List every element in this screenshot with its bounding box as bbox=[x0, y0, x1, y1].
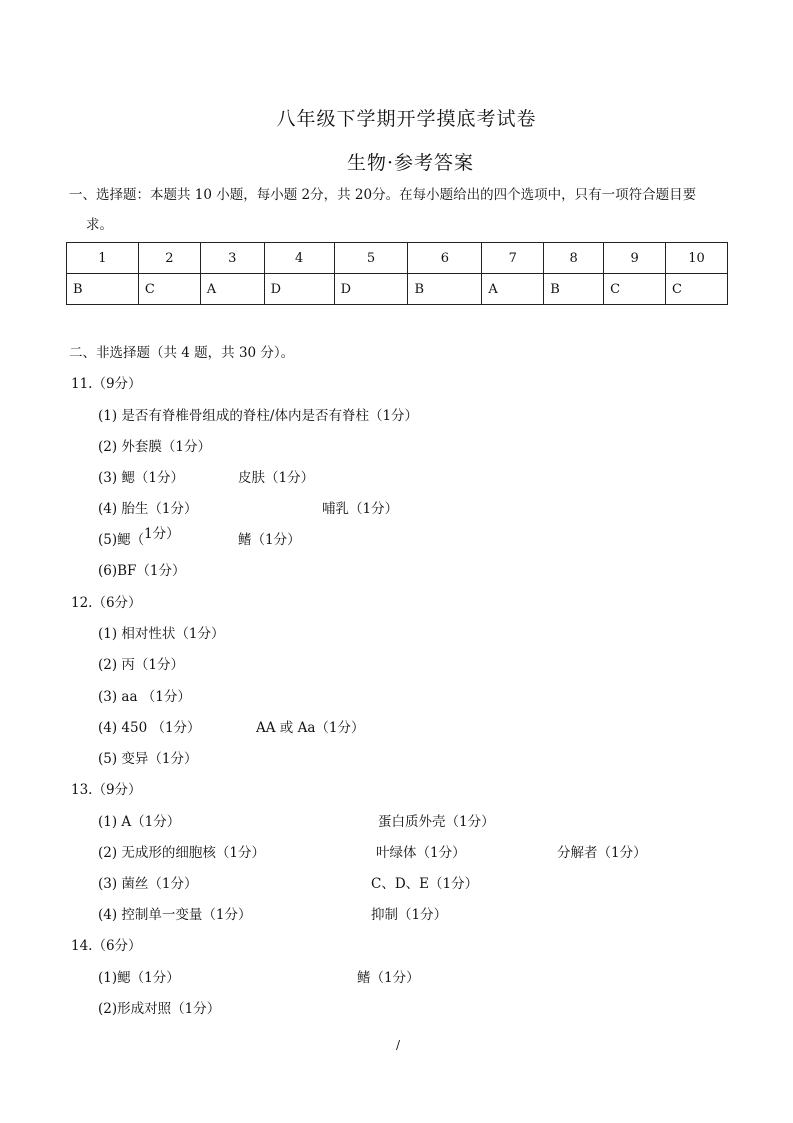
table-cell: B bbox=[544, 274, 604, 305]
q12-answer-4b: AA 或 Aa（1分） bbox=[256, 720, 365, 736]
q12-answer-2: (2) 丙（1分） bbox=[98, 657, 185, 673]
table-header-cell: 7 bbox=[482, 243, 544, 274]
q14-answer-1b: 鳍（1分） bbox=[357, 970, 420, 986]
section1-heading-cont: 求。 bbox=[86, 217, 113, 233]
question-13-label: 13.（9分） bbox=[71, 782, 142, 798]
q11-answer-4b: 哺乳（1分） bbox=[322, 501, 399, 517]
table-cell: A bbox=[200, 274, 264, 305]
q13-answer-3a: (3) 菌丝（1分） bbox=[98, 876, 198, 892]
q11-answer-5b: 鳍（1分） bbox=[238, 532, 301, 548]
q11-answer-2: (2) 外套膜（1分） bbox=[98, 439, 212, 455]
table-header-cell: 1 bbox=[67, 243, 139, 274]
q12-answer-1: (1) 相对性状（1分） bbox=[98, 626, 225, 642]
q13-answer-3b: C、D、E（1分） bbox=[371, 876, 479, 892]
page-subtitle: 生物·参考答案 bbox=[346, 152, 475, 174]
table-cell: D bbox=[264, 274, 334, 305]
table-header-cell: 5 bbox=[334, 243, 408, 274]
table-header-cell: 4 bbox=[264, 243, 334, 274]
table-header-cell: 6 bbox=[408, 243, 482, 274]
q11-answer-5-superscript: 1分） bbox=[144, 526, 180, 542]
table-cell: B bbox=[408, 274, 482, 305]
table-cell: B bbox=[67, 274, 139, 305]
table-cell: D bbox=[334, 274, 408, 305]
q13-answer-4b: 抑制（1分） bbox=[371, 907, 448, 923]
table-cell: C bbox=[604, 274, 666, 305]
question-14-label: 14.（6分） bbox=[71, 938, 142, 954]
q11-answer-5a: (5)鳃（ bbox=[98, 532, 145, 548]
q11-answer-1: (1) 是否有脊椎骨组成的脊柱/体内是否有脊柱（1分） bbox=[98, 408, 419, 424]
table-header-cell: 8 bbox=[544, 243, 604, 274]
table-header-cell: 9 bbox=[604, 243, 666, 274]
q13-answer-2a: (2) 无成形的细胞核（1分） bbox=[98, 845, 266, 861]
table-header-cell: 10 bbox=[666, 243, 728, 274]
table-header-cell: 3 bbox=[200, 243, 264, 274]
choice-answer-table bbox=[66, 242, 728, 305]
q13-answer-4a: (4) 控制单一变量（1分） bbox=[98, 907, 252, 923]
section1-heading: 一、选择题：本题共 10 小题，每小题 2分，共 20分。在每小题给出的四个选项中，只有一项符合题目要 bbox=[69, 187, 697, 203]
q11-answer-3b: 皮肤（1分） bbox=[238, 470, 315, 486]
q13-answer-2c: 分解者（1分） bbox=[557, 845, 647, 861]
q12-answer-4a: (4) 450 （1分） bbox=[98, 720, 201, 736]
page-footer-mark: / bbox=[396, 1038, 401, 1052]
table-row bbox=[67, 274, 728, 305]
table-cell: A bbox=[482, 274, 544, 305]
question-12-label: 12.（6分） bbox=[71, 595, 142, 611]
q11-answer-6: (6)BF（1分） bbox=[98, 563, 186, 579]
q11-answer-3a: (3) 鳃（1分） bbox=[98, 470, 185, 486]
table-header-row bbox=[67, 243, 728, 274]
q13-answer-1b: 蛋白质外壳（1分） bbox=[378, 814, 495, 830]
q13-answer-1a: (1) A（1分） bbox=[98, 814, 181, 830]
q13-answer-2b: 叶绿体（1分） bbox=[376, 845, 466, 861]
table-cell: C bbox=[138, 274, 200, 305]
table-header-cell: 2 bbox=[138, 243, 200, 274]
section2-heading: 二、非选择题（共 4 题，共 30 分）。 bbox=[69, 345, 295, 361]
table-cell: C bbox=[666, 274, 728, 305]
q14-answer-1a: (1)鳃（1分） bbox=[98, 970, 180, 986]
q11-answer-4a: (4) 胎生（1分） bbox=[98, 501, 198, 517]
q12-answer-3: (3) aa （1分） bbox=[98, 689, 191, 705]
page-title: 八年级下学期开学摸底考试卷 bbox=[276, 108, 537, 130]
q12-answer-5: (5) 变异（1分） bbox=[98, 751, 198, 767]
q14-answer-2: (2)形成对照（1分） bbox=[98, 1001, 221, 1017]
question-11-label: 11.（9分） bbox=[71, 376, 142, 392]
